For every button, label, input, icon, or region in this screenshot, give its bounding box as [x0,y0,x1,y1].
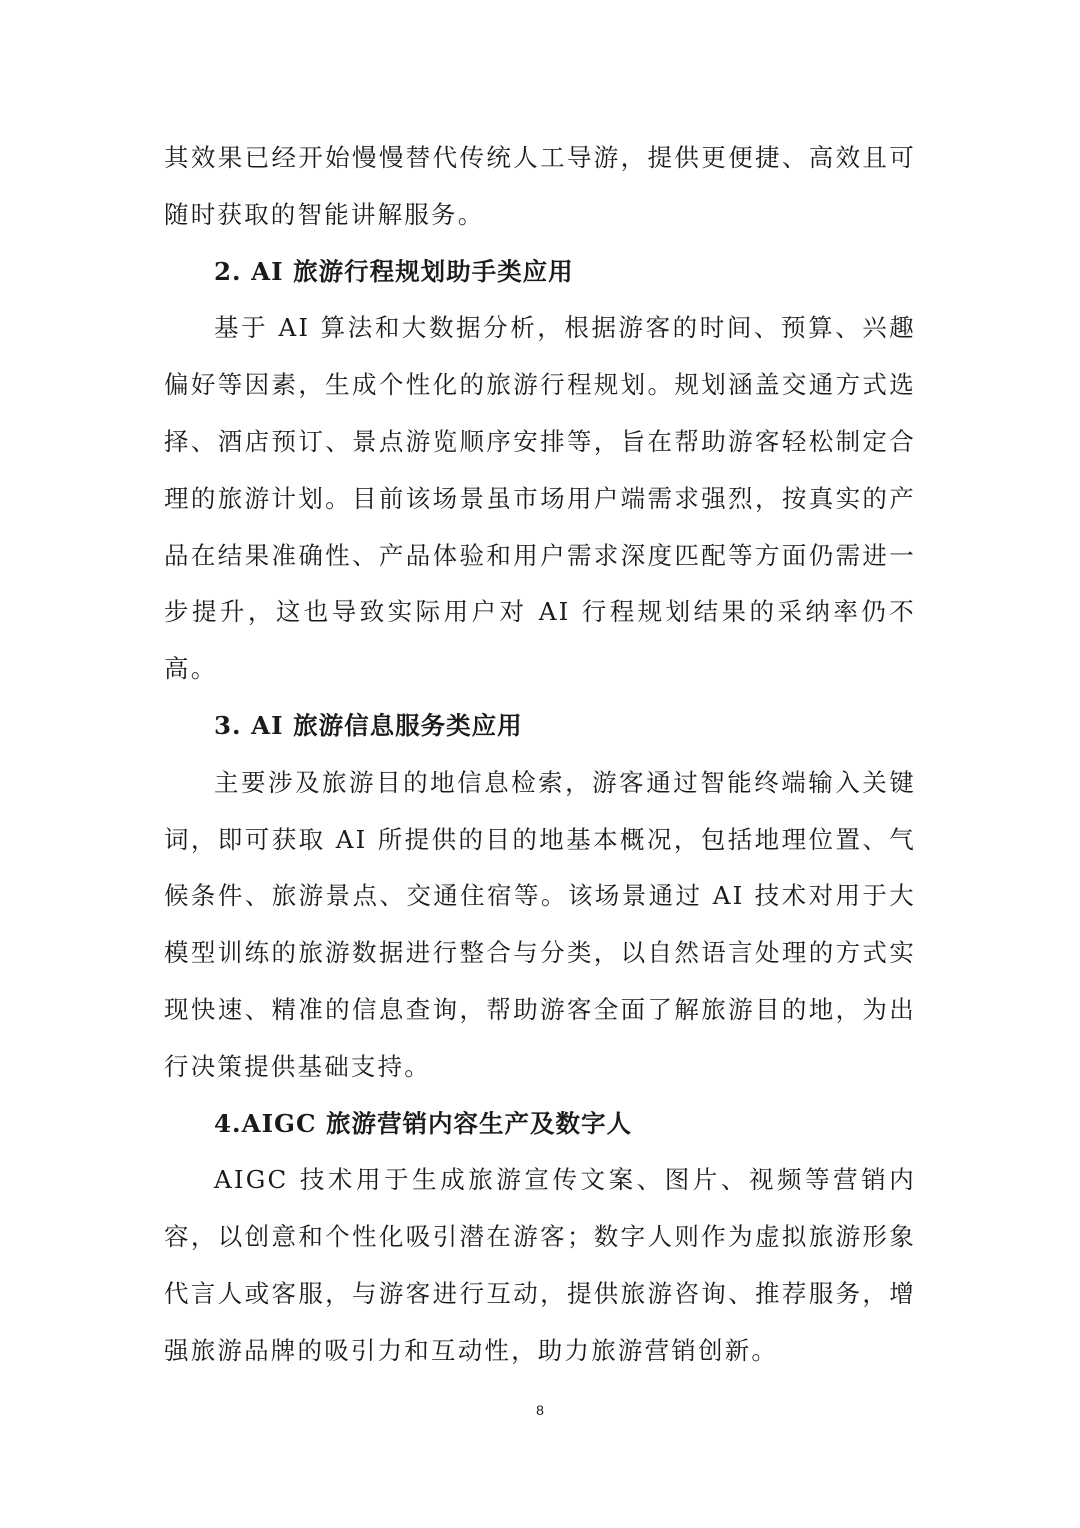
section-body-3: 主要涉及旅游目的地信息检索，游客通过智能终端输入关键词，即可获取 AI 所提供的目的地基本概况，包括地理位置、气候条件、旅游景点、交通住宿等。该场景通过 AI 技术对用于大模型训练的旅游数据进行整合与分类，以自然语言处理的方式实现快速、精准的信息查询，帮助游客全面了解旅游目的地，为出行决策提供基础支持。 [164,767,916,1081]
section-body-2: 基于 AI 算法和大数据分析，根据游客的时间、预算、兴趣偏好等因素，生成个性化的旅游行程规划。规划涵盖交通方式选择、酒店预订、景点游览顺序安排等，旨在帮助游客轻松制定合理的旅游计划。目前该场景虽市场用户端需求强烈，按真实的产品在结果准确性、产品体验和用户需求深度匹配等方面仍需进一步提升，这也导致实际用户对 AI 行程规划结果的采纳率仍不高。 [164,313,916,684]
section-heading-2: 2. AI 旅游行程规划助手类应用 [214,256,574,286]
page-content [164,130,916,1380]
section-heading-4: 4.AIGC 旅游营销内容生产及数字人 [214,1108,632,1138]
section-heading-3: 3. AI 旅游信息服务类应用 [214,710,523,740]
section-body-4: AIGC 技术用于生成旅游宣传文案、图片、视频等营销内容，以创意和个性化吸引潜在游客；数字人则作为虚拟旅游形象代言人或客服，与游客进行互动，提供旅游咨询、推荐服务，增强旅游品牌的吸引力和互动性，助力旅游营销创新。 [164,1165,916,1365]
intro-paragraph: 其效果已经开始慢慢替代传统人工导游，提供更便捷、高效且可随时获取的智能讲解服务。 [164,143,916,229]
page-number: 8 [536,1402,544,1418]
